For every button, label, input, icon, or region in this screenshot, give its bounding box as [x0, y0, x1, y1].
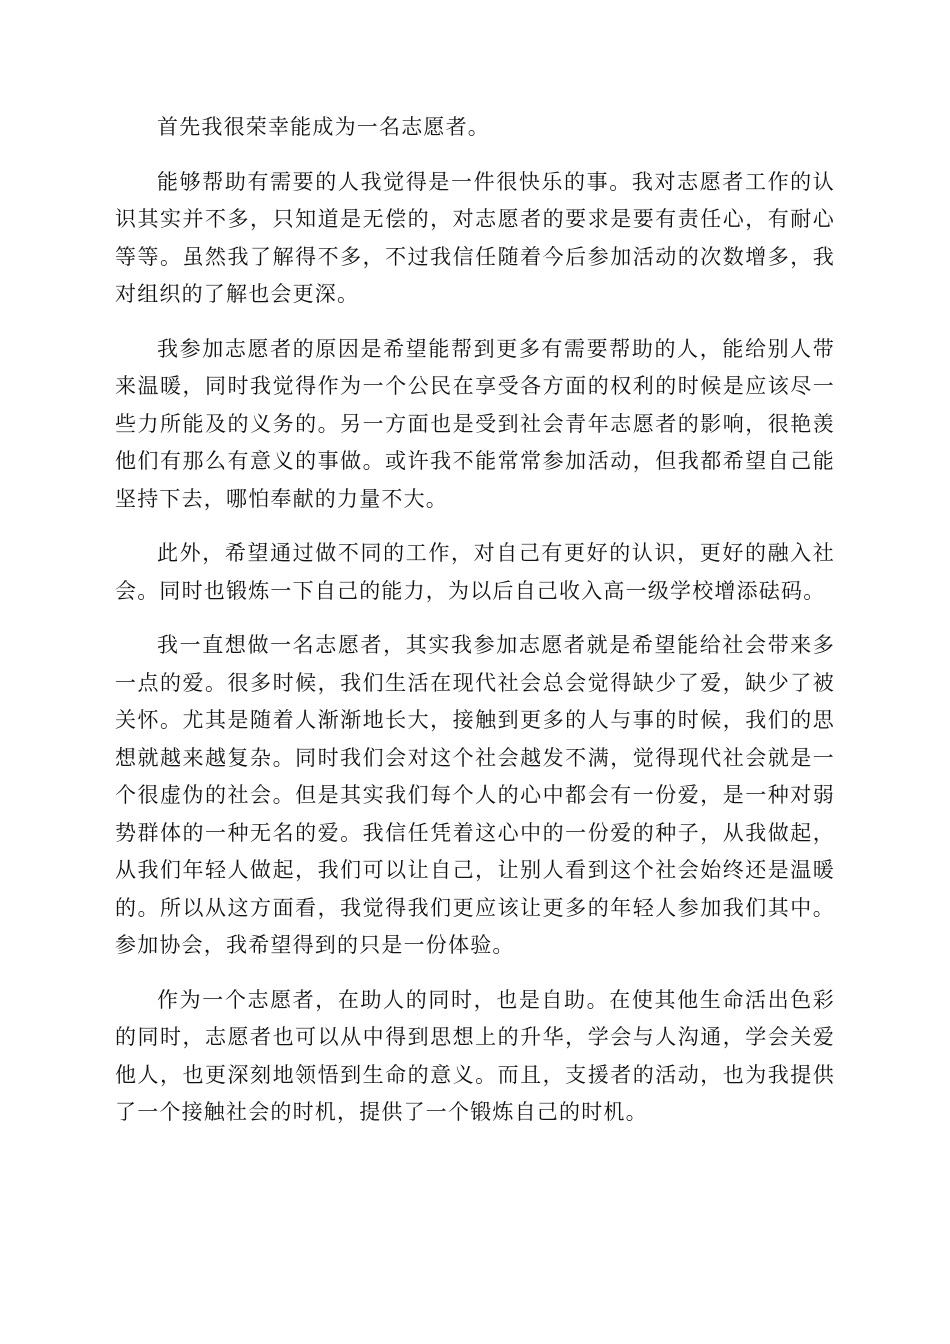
paragraph-5: 我一直想做一名志愿者，其实我参加志愿者就是希望能给社会带来多一点的爱。很多时候，我们生活在现代社会总会觉得缺少了爱，缺少了被关怀。尤其是随着人渐渐地长大，接触到更多的人与事的时候，我们的思想就越来越复杂。同时我们会对这个社会越发不满，觉得现代社会就是一个很虚伪的社会。但是其实我们每个人的心中都会有一份爱，是一种对弱势群体的一种无名的爱。我信任凭着这心中的一份爱的种子，从我做起，从我们年轻人做起，我们可以让自己，让别人看到这个社会始终还是温暖的。所以从这方面看，我觉得我们更应该让更多的年轻人参加我们其中。参加协会，我希望得到的只是一份体验。 [115, 633, 835, 957]
document-body [115, 109, 835, 1149]
paragraph-4: 此外，希望通过做不同的工作，对自己有更好的认识，更好的融入社会。同时也锻炼一下自己的能力，为以后自己收入高一级学校增添砝码。 [115, 541, 835, 603]
paragraph-2: 能够帮助有需要的人我觉得是一件很快乐的事。我对志愿者工作的认识其实并不多，只知道是无偿的，对志愿者的要求是要有责任心，有耐心等等。虽然我了解得不多，不过我信任随着今后参加活动的次数增多，我对组织的了解也会更深。 [115, 169, 835, 306]
paragraph-1: 首先我很荣幸能成为一名志愿者。 [157, 115, 490, 139]
paragraph-3: 我参加志愿者的原因是希望能帮到更多有需要帮助的人，能给别人带来温暖，同时我觉得作为一个公民在享受各方面的权利的时候是应该尽一些力所能及的义务的。另一方面也是受到社会青年志愿者的影响，很艳羡他们有那么有意义的事做。或许我不能常常参加活动，但我都希望自己能坚持下去，哪怕奉献的力量不大。 [115, 336, 835, 511]
paragraph-6: 作为一个志愿者，在助人的同时，也是自助。在使其他生命活出色彩的同时，志愿者也可以从中得到思想上的升华，学会与人沟通，学会关爱他人，也更深刻地领悟到生命的意义。而且，支援者的活动，也为我提供了一个接触社会的时机，提供了一个锻炼自己的时机。 [115, 987, 835, 1124]
